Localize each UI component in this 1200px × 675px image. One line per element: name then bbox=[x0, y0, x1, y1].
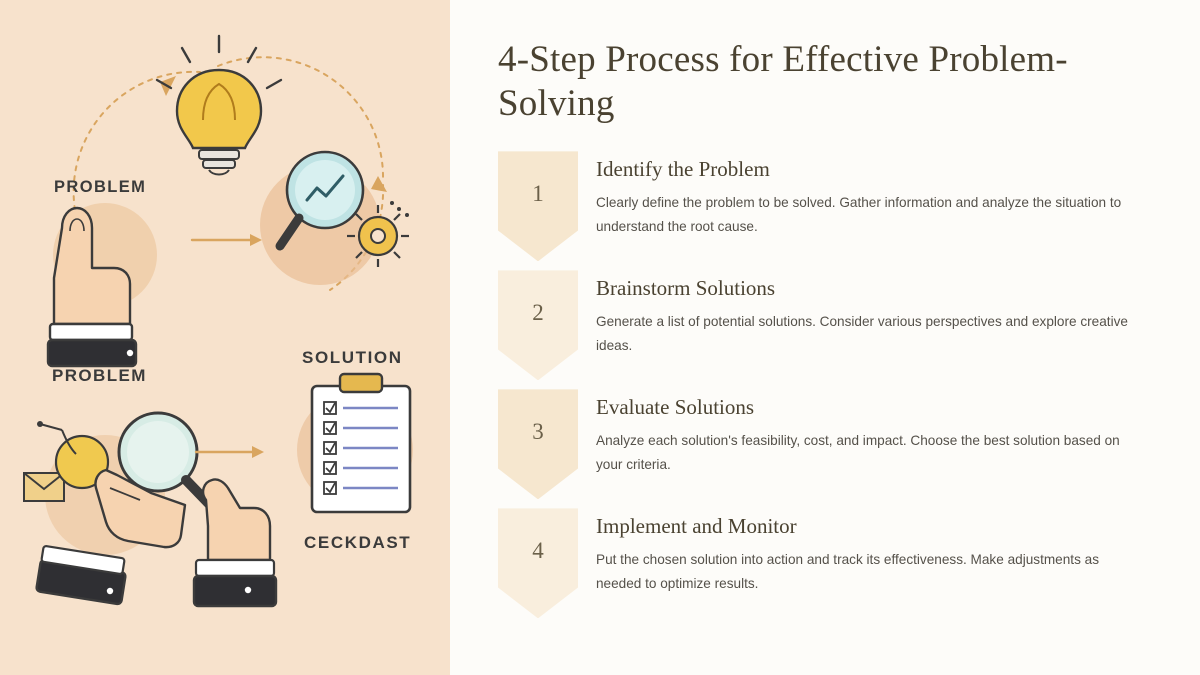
content-panel bbox=[450, 0, 1200, 675]
step-description: Generate a list of potential solutions. Consider various perspectives and explore creative ideas. bbox=[596, 314, 1128, 353]
step-item bbox=[498, 270, 1144, 389]
step-description: Analyze each solution's feasibility, cost, and impact. Choose the best solution based on your criteria. bbox=[596, 433, 1120, 472]
step-number: 2 bbox=[532, 300, 544, 326]
step-title: Brainstorm Solutions bbox=[596, 276, 776, 301]
step-body bbox=[596, 151, 1144, 238]
step-body bbox=[596, 508, 1144, 595]
step-number: 4 bbox=[532, 538, 544, 564]
arrow-icon bbox=[192, 234, 262, 246]
arrow-icon bbox=[196, 446, 264, 458]
page-title: 4-Step Process for Effective Problem-Solving bbox=[498, 39, 1068, 124]
steps-list bbox=[498, 151, 1144, 627]
step-title: Implement and Monitor bbox=[596, 514, 797, 539]
step-title: Evaluate Solutions bbox=[596, 395, 755, 420]
step-body bbox=[596, 389, 1144, 476]
step-item bbox=[498, 151, 1144, 270]
lightbulb-icon bbox=[157, 36, 281, 175]
illustration-label-solution: SOLUTION bbox=[302, 348, 403, 367]
step-body bbox=[596, 270, 1144, 357]
illustration-panel bbox=[0, 0, 450, 675]
step-number: 1 bbox=[532, 181, 544, 207]
step-description: Put the chosen solution into action and track its effectiveness. Make adjustments as needed to optimize results. bbox=[596, 552, 1099, 591]
step-description: Clearly define the problem to be solved. Gather information and analyze the situation to understand the root cause. bbox=[596, 195, 1122, 234]
step-marker bbox=[498, 389, 578, 499]
step-number: 3 bbox=[532, 419, 544, 445]
checklist-clipboard-icon bbox=[312, 374, 410, 512]
illustration-label-ceckdast: CECKDAST bbox=[304, 533, 412, 552]
step-item bbox=[498, 508, 1144, 627]
illustration-label-problem-top: PROBLEM bbox=[54, 178, 147, 196]
step-marker bbox=[498, 151, 578, 261]
illustration-label-problem-mid: PROBLEM bbox=[52, 366, 147, 385]
step-marker bbox=[498, 508, 578, 618]
illustration-graphic bbox=[0, 0, 450, 675]
step-marker bbox=[498, 270, 578, 380]
envelope-icon bbox=[24, 473, 64, 501]
step-title: Identify the Problem bbox=[596, 157, 770, 182]
holding-hand-icon bbox=[194, 479, 276, 606]
step-item bbox=[498, 389, 1144, 508]
